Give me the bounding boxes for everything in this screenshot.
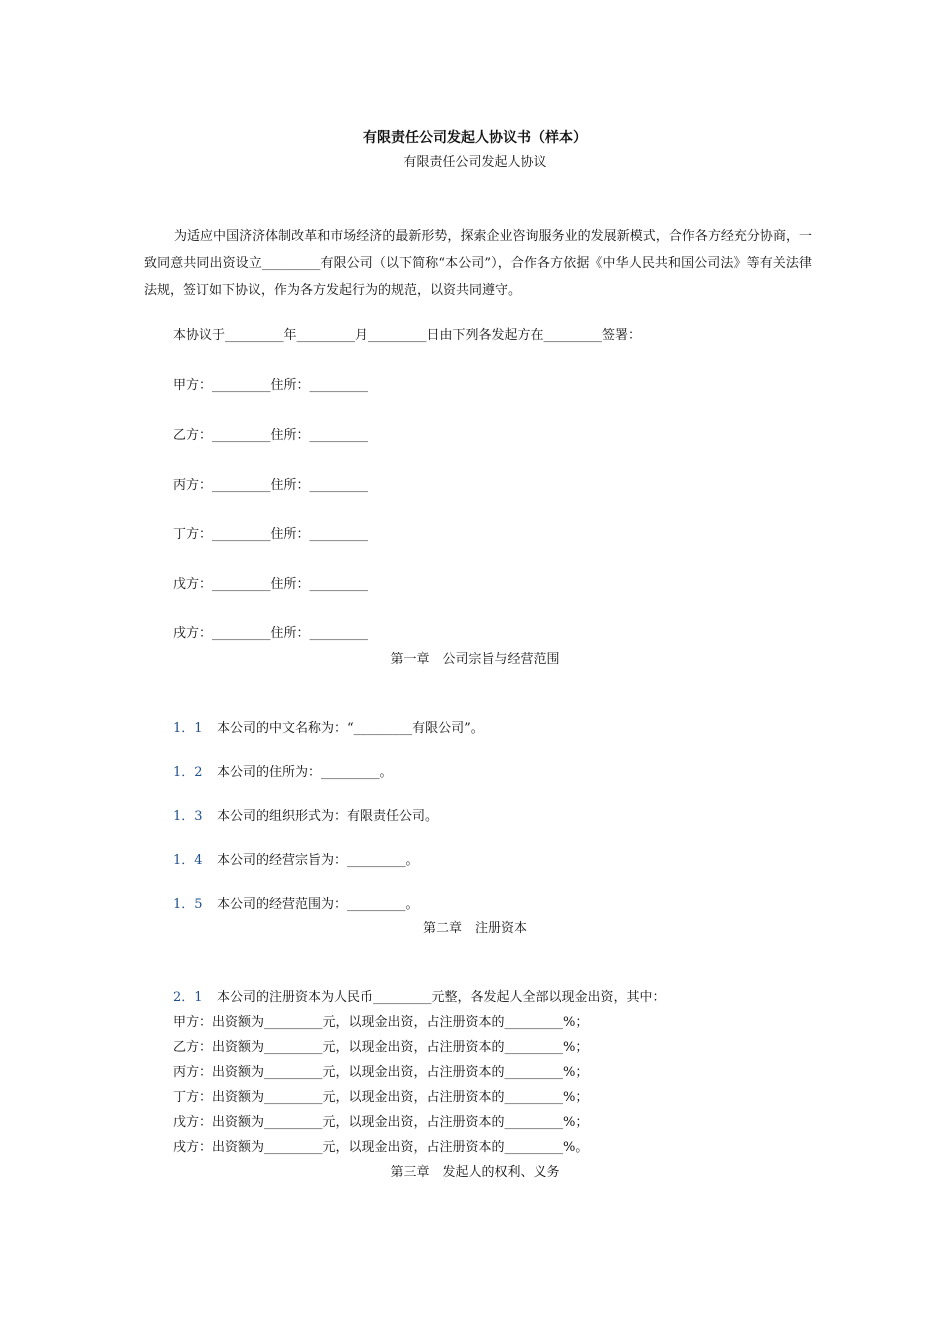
clause-number: 1．3	[173, 809, 203, 824]
party-line: 丁方：_________住所：_________	[173, 527, 369, 542]
capital-line: 丁方：出资额为_________元，以现金出资，占注册资本的_________%；	[173, 1090, 589, 1105]
clause-text: 本公司的经营宗旨为：_________。	[217, 853, 419, 868]
clause-text: 本公司的中文名称为：“_________有限公司”。	[217, 721, 484, 736]
signing-line: 本协议于_________年_________月_________日由下列各发起方在_________签署：	[173, 328, 642, 343]
capital-line: 甲方：出资额为_________元，以现金出资，占注册资本的_________%；	[173, 1015, 589, 1030]
party-line: 乙方：_________住所：_________	[173, 428, 369, 443]
document-title: 有限责任公司发起人协议书（样本）	[363, 130, 587, 146]
intro-text: 为适应中国济济体制改革和市场经济的最新形势，探索企业咨询服务业的发展新模式，合作各方经充分协商，一致同意共同出资设立_________有限公司（以下简称“本公司”），合作各方依据《中华人民共和国公司法》等有关法律法规，签订如下协议，作为各方发起行为的规范，以资共同遵守。	[144, 229, 812, 298]
document-subtitle: 有限责任公司发起人协议	[403, 155, 547, 170]
clause-number: 1．5	[173, 897, 203, 912]
clause	[173, 897, 419, 913]
chapter3-heading: 第三章 发起人的权利、义务	[390, 1165, 560, 1180]
clause-number: 1．4	[173, 853, 203, 868]
clause	[173, 809, 438, 825]
clause	[173, 853, 419, 869]
party-line: 丙方：_________住所：_________	[173, 478, 369, 493]
clause-text: 本公司的组织形式为：有限责任公司。	[217, 809, 439, 824]
clause-text: 本公司的注册资本为人民币_________元整，各发起人全部以现金出资，其中：	[217, 990, 666, 1005]
clause-number: 1．2	[173, 765, 203, 780]
capital-line: 乙方：出资额为_________元，以现金出资，占注册资本的_________%；	[173, 1040, 589, 1055]
intro-paragraph	[144, 223, 812, 304]
party-line: 戌方：_________住所：_________	[173, 626, 369, 641]
capital-line: 戌方：出资额为_________元，以现金出资，占注册资本的_________%。	[173, 1140, 589, 1155]
clause-text: 本公司的住所为：_________。	[217, 765, 393, 780]
clause-number: 2．1	[173, 990, 203, 1005]
chapter2-heading: 第二章 注册资本	[422, 921, 527, 936]
clause	[173, 721, 484, 737]
party-line: 甲方：_________住所：_________	[173, 378, 369, 393]
party-line: 戊方：_________住所：_________	[173, 577, 369, 592]
capital-line: 丙方：出资额为_________元，以现金出资，占注册资本的_________%；	[173, 1065, 589, 1080]
clause	[173, 765, 393, 781]
clause-text: 本公司的经营范围为：_________。	[217, 897, 419, 912]
clause-number: 1．1	[173, 721, 203, 736]
clause	[173, 990, 666, 1006]
capital-line: 戊方：出资额为_________元，以现金出资，占注册资本的_________%；	[173, 1115, 589, 1130]
chapter1-heading: 第一章 公司宗旨与经营范围	[390, 652, 560, 667]
